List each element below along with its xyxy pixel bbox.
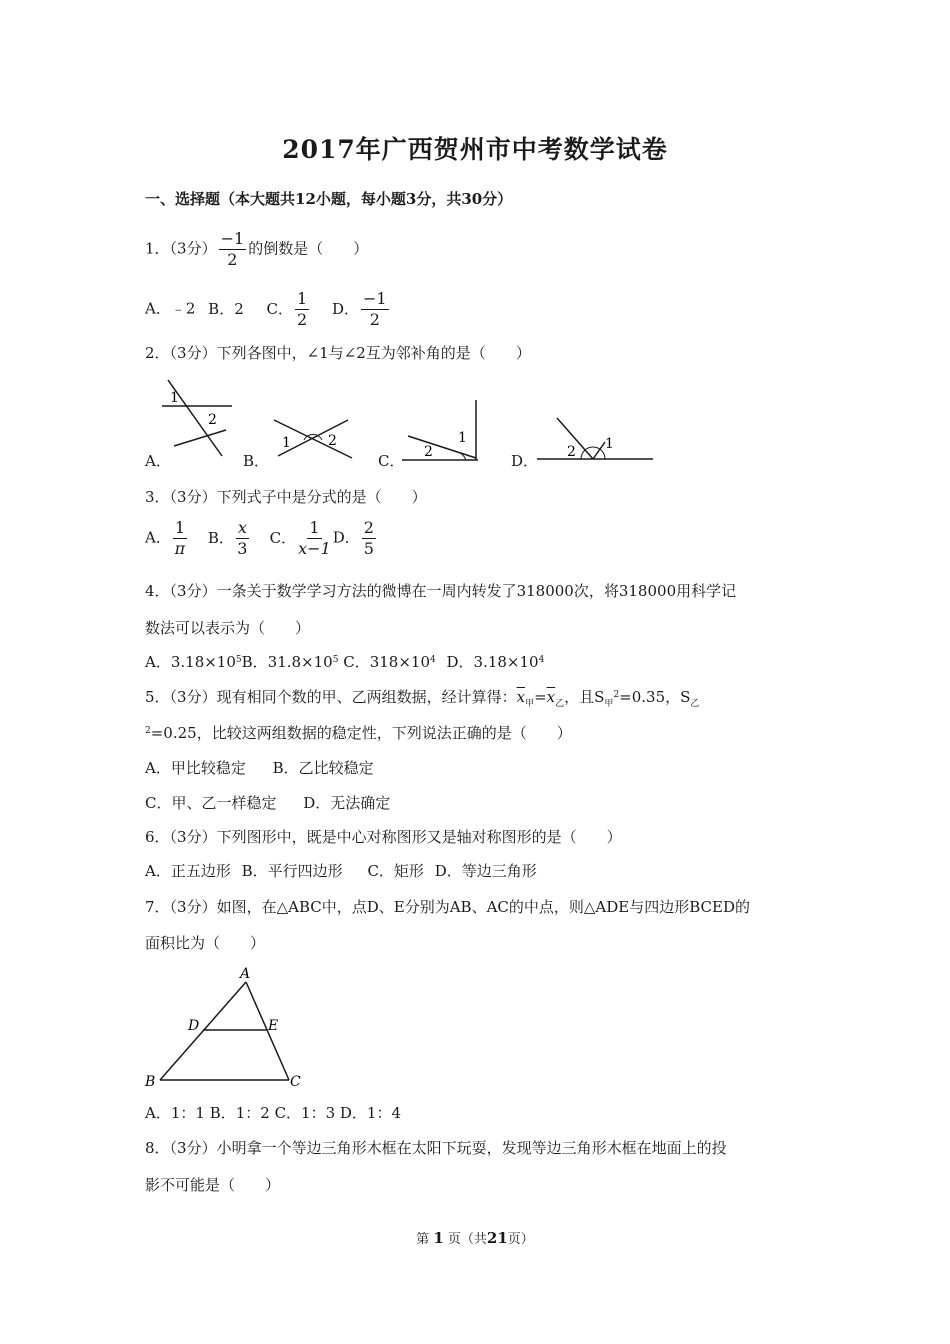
question-6-stem: 6．（3分）下列图形中，既是中心对称图形又是轴对称图形的是（ ） (145, 828, 622, 846)
question-7-options: A．1：1 B．1：2 C．1：3 D．1：4 (145, 1104, 402, 1122)
q5-s-exp-yi: 2 (145, 726, 151, 736)
page-footer (0, 1228, 950, 1247)
q2d-label-2: 2 (567, 444, 576, 460)
q2c-label-1: 1 (458, 430, 467, 446)
q2-figure-a (160, 378, 240, 460)
q2c-label-2: 2 (424, 444, 433, 460)
q3-option-a-frac (173, 520, 187, 557)
q4d-base: D．3.18×10 (446, 653, 539, 671)
q7-label-c: C (290, 1074, 301, 1090)
q2-option-d: D． (511, 452, 539, 470)
question-4-line-1: 4．（3分）一条关于数学学习方法的微博在一周内转发了318000次，将318000用科学记 (145, 582, 737, 600)
q1c-num: 1 (297, 289, 308, 308)
q1-option-d-frac (361, 291, 389, 328)
q1-frac-den: 2 (227, 250, 238, 269)
q7-label-e: E (268, 1018, 279, 1034)
q5-option-d: D．无法确定 (303, 794, 391, 812)
q1-prefix: 1．（3分） (145, 239, 217, 258)
question-2-stem: 2．（3分）下列各图中，∠1与∠2互为邻补角的是（ ） (145, 344, 531, 362)
q3d-num: 2 (363, 518, 374, 537)
q7-triangle-figure (142, 962, 312, 1092)
footer-pre: 第 (416, 1232, 430, 1247)
question-1-options (145, 291, 391, 328)
q3d-den: 5 (363, 539, 374, 558)
q4-option-b (242, 653, 339, 671)
q4b-exp: 5 (332, 655, 339, 665)
q1d-num: −1 (363, 289, 387, 308)
q1-option-c: C． (266, 299, 294, 318)
question-8-line-2: 影不可能是（ ） (145, 1176, 281, 1194)
footer-total-pages: 21 (486, 1229, 508, 1247)
q2-option-b: B． (243, 452, 270, 470)
q2-figure-d (535, 414, 655, 464)
q2-figure-c (400, 398, 482, 464)
q4c-exp: 4 (429, 655, 436, 665)
q4-option-c (343, 653, 436, 671)
q3a-den: π (174, 539, 186, 558)
question-4-options (145, 651, 544, 673)
q5-option-c: C．甲、乙一样稳定 (145, 794, 277, 812)
q2-figure-b (268, 414, 358, 464)
question-8-line-1: 8．（3分）小明拿一个等边三角形木框在太阳下玩耍，发现等边三角形木框在地面上的投 (145, 1139, 727, 1157)
question-5-options-row-2 (145, 792, 390, 814)
question-3-stem: 3．（3分）下列式子中是分式的是（ ） (145, 488, 427, 506)
q5-option-a: A．甲比较稳定 (145, 759, 246, 777)
q2-option-c: C． (378, 452, 405, 470)
q3-option-a: A． (145, 528, 171, 547)
question-3-options (145, 520, 378, 557)
q1-frac-num: −1 (220, 229, 245, 248)
q1-option-d: D． (331, 299, 360, 318)
q4d-exp: 4 (538, 655, 545, 665)
page-title: 2017年广西贺州市中考数学试卷 (282, 135, 668, 164)
q3-option-d: D． (332, 528, 360, 547)
footer-post: 页） (507, 1232, 534, 1247)
q3-option-c-frac (298, 520, 331, 557)
q5-equals: = (534, 688, 547, 706)
q5-xbar-yi: $\overline{x}$ (546, 688, 556, 706)
q2-option-a: A． (145, 452, 171, 470)
q4c-base: C．318×10 (343, 653, 430, 671)
q2a-label-1: 1 (170, 390, 179, 406)
section-heading-choice: 一、选择题（本大题共12小题，每小题3分，共30分） (145, 190, 513, 208)
q1-option-a: A．﹣2 (145, 299, 196, 318)
question-7-line-2: 面积比为（ ） (145, 934, 266, 952)
q4a-base: A．3.18×10 (145, 653, 236, 671)
footer-page-number: 1 (433, 1229, 444, 1247)
q2a-label-2: 2 (208, 412, 217, 428)
q5-s-sub-yi: 乙 (690, 699, 700, 709)
q3b-den: 3 (237, 539, 248, 558)
q5-text-b: ，且S (564, 688, 605, 706)
q1-option-b: B．2 (208, 299, 244, 318)
question-4-line-2: 数法可以表示为（ ） (145, 619, 311, 637)
q6-option-c: C．矩形 (367, 862, 424, 880)
q3c-den: x−1 (298, 539, 331, 558)
q3-option-b-frac (236, 520, 249, 557)
q5-text-d: =0.25，比较这两组数据的稳定性，下列说法正确的是（ ） (150, 724, 572, 742)
q7-label-a: A (240, 966, 251, 982)
question-5-line-1 (145, 686, 699, 715)
q6-option-d: D．等边三角形 (434, 862, 537, 880)
q3c-num: 1 (309, 518, 320, 537)
q3a-num: 1 (174, 518, 186, 537)
q5-sub-jia: 甲 (525, 699, 535, 709)
q5-xbar-jia: $\overline{x}$ (516, 688, 526, 706)
q4-option-a (145, 653, 242, 671)
question-5-options-row-1 (145, 757, 374, 779)
q1d-den: 2 (369, 310, 380, 329)
q3-option-c: C． (269, 528, 297, 547)
q1-fraction (219, 231, 247, 268)
q3-option-b: B． (207, 528, 234, 547)
q1c-den: 2 (297, 310, 308, 329)
footer-mid: 页（共 (447, 1232, 487, 1247)
q5-s-sub-jia: 甲 (604, 699, 614, 709)
question-5-line-2 (145, 722, 572, 744)
q2b-label-2: 2 (328, 433, 337, 449)
q4a-exp: 5 (235, 655, 242, 665)
q1-suffix: 的倒数是（ ） (248, 239, 369, 258)
q2b-label-1: 1 (282, 435, 291, 451)
question-1-stem (145, 231, 368, 268)
q2d-label-1: 1 (605, 436, 614, 452)
q4b-base: B．31.8×10 (241, 653, 333, 671)
q4-option-d (447, 653, 545, 671)
q5-text-c: =0.35，S (619, 688, 691, 706)
question-7-line-1: 7．（3分）如图，在△ABC中，点D、E分别为AB、AC的中点，则△ADE与四边形BCED的 (145, 898, 750, 916)
q6-option-a: A．正五边形 (145, 862, 231, 880)
q5-sub-yi: 乙 (555, 699, 565, 709)
q7-label-b: B (145, 1074, 156, 1090)
q5-option-b: B．乙比较稳定 (272, 759, 374, 777)
q6-option-b: B．平行四边形 (241, 862, 343, 880)
q3-option-d-frac (362, 520, 376, 557)
q3b-num: x (237, 518, 247, 537)
q5-s-exp-jia: 2 (613, 690, 620, 700)
q7-label-d: D (188, 1018, 200, 1034)
q5-text-a: 5．（3分）现有相同个数的甲、乙两组数据，经计算得： (145, 688, 517, 706)
question-6-options (145, 860, 537, 882)
q1-option-c-frac (295, 291, 309, 328)
